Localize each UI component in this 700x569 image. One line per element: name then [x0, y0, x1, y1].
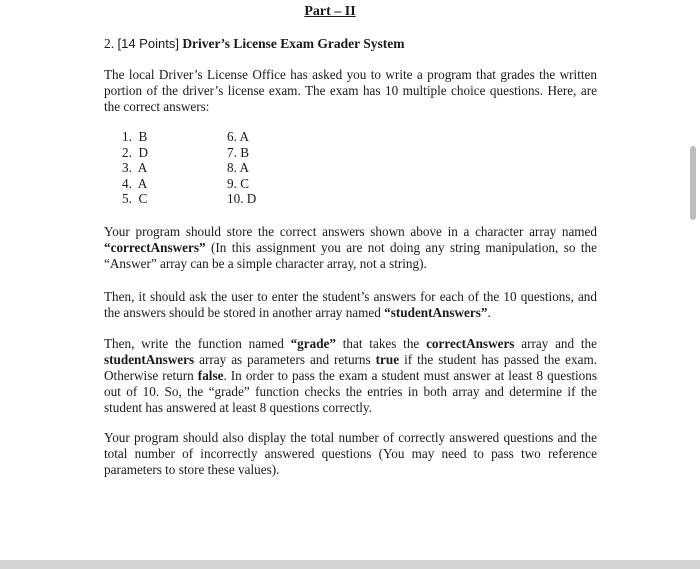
answer-item: 4. A — [122, 175, 148, 191]
text-run: (In this assignment you are not doing any string manipulation, so the “Answer” array can be a simple character array, not a string). — [104, 240, 597, 271]
question-title: Driver’s License Exam Grader System — [182, 36, 405, 51]
answer-item: 8. A — [227, 160, 249, 175]
answer-item: 5. C — [122, 191, 148, 206]
text-run: that takes the — [335, 336, 427, 351]
text-run: Your program should store the correct answers shown above in a character array named — [104, 224, 597, 239]
bottom-bar — [0, 560, 700, 569]
input-paragraph — [104, 289, 597, 321]
text-run: if the student has passed the exam. Otherwise return — [104, 352, 597, 383]
keyword-false: false — [197, 368, 224, 383]
question-number: 2. — [104, 36, 115, 51]
answer-item: 2. D — [122, 144, 149, 160]
function-name-grade: “grade” — [290, 336, 336, 351]
text-run: array as parameters and returns — [194, 352, 376, 367]
answer-item: 10. D — [227, 191, 257, 206]
storage-paragraph — [104, 224, 597, 272]
answer-list-right — [227, 129, 256, 207]
answer-item: 7. B — [227, 144, 249, 160]
text-run: . In order to pass the exam a student must answer at least 8 questions out of 10. So, the “grade” function checks the entries in both array and determine if the student has answered at least 8 questions correctly. — [104, 368, 597, 415]
answer-item: 1. B — [122, 129, 148, 144]
array-name-correct: “correctAnswers” — [104, 240, 206, 255]
answer-item: 3. A — [122, 160, 148, 175]
array-name-student: “studentAnswers” — [384, 305, 488, 320]
answer-item: 6. A — [227, 129, 249, 144]
vertical-scrollbar[interactable] — [690, 146, 696, 220]
question-points: [14 Points] — [117, 36, 179, 51]
param-correct-answers: correctAnswers — [426, 336, 515, 351]
answer-item: 9. C — [227, 175, 249, 191]
param-student-answers: studentAnswers — [104, 352, 195, 367]
text-run: Then, write the function named — [104, 336, 291, 351]
text-run: Then, it should ask the user to enter the student’s answers for each of the 10 questions, and the answers should be stored in another array named — [104, 289, 597, 320]
answer-list-left — [122, 129, 148, 207]
keyword-true: true — [375, 352, 400, 367]
intro-paragraph: The local Driver’s License Office has asked you to write a program that grades the written portion of the driver’s license exam. The exam has 10 multiple choice questions. Here, are the correct answers: — [104, 67, 597, 114]
question-heading — [104, 36, 405, 52]
text-run: . — [487, 305, 491, 320]
display-paragraph: Your program should also display the total number of correctly answered questions and the total number of incorrectly answered questions (You may need to pass two reference parameters to store these values). — [104, 430, 597, 477]
text-run: array and the — [514, 336, 597, 351]
grade-function-paragraph — [104, 336, 597, 416]
part-title: Part – II — [304, 4, 356, 19]
